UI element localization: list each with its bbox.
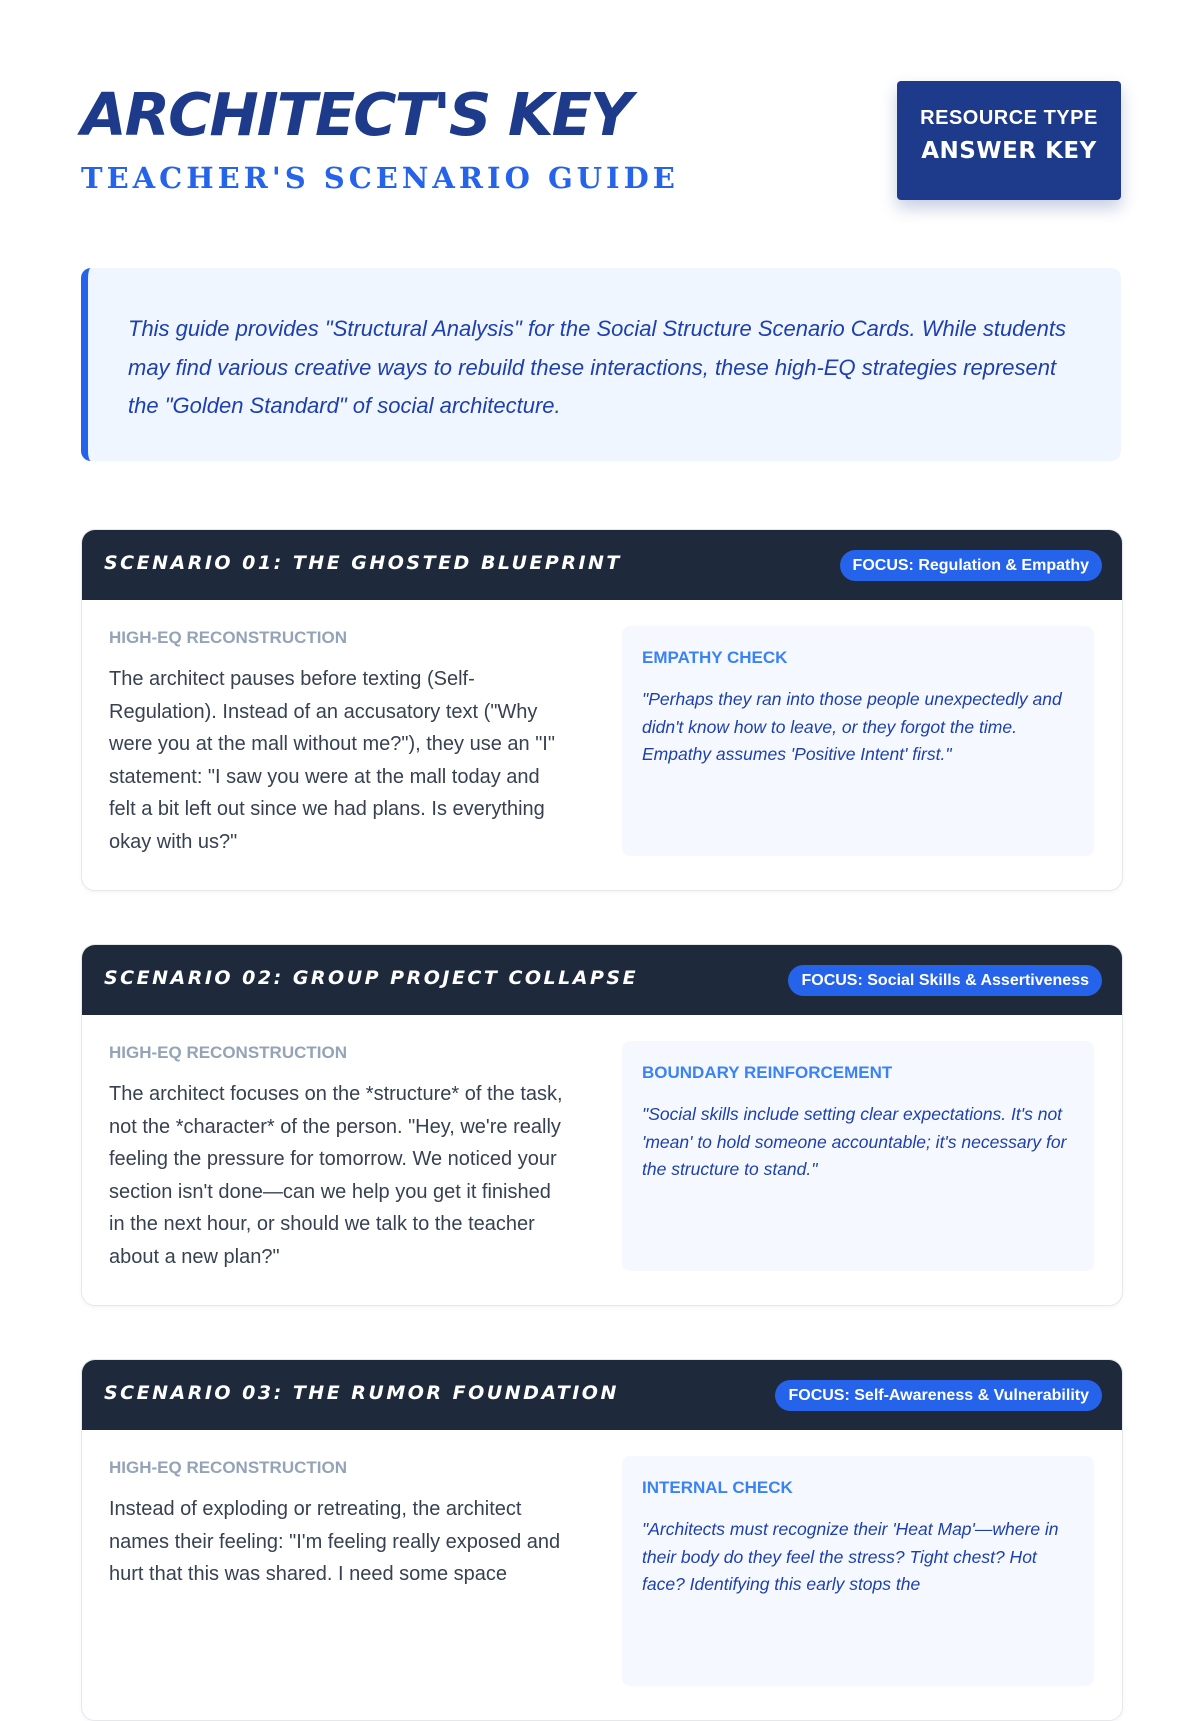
- check-text: "Perhaps they ran into those people unexpectedly and didn't know how to leave, or they forgot the time. Empathy assumes 'Positive Intent' first.": [642, 689, 1062, 764]
- scenario-header: [82, 945, 1122, 1015]
- answer-key-page: [81, 0, 1121, 1594]
- resource-type-box: [897, 81, 1121, 200]
- scenario-card: [81, 1359, 1123, 1721]
- check-text: "Architects must recognize their 'Heat Map'—where in their body do they feel the stress? Tight chest? Hot face? Identifying this early stops the: [642, 1519, 1059, 1594]
- check-text: "Social skills include setting clear expectations. It's not 'mean' to hold someone accountable; it's necessary for the structure to stand.": [642, 1104, 1067, 1179]
- scenario-title: SCENARIO 02: GROUP PROJECT COLLAPSE: [104, 967, 639, 989]
- section-label: HIGH-EQ RECONSTRUCTION: [109, 1043, 347, 1062]
- reconstruction-text: The architect focuses on the *structure* of the task, not the *character* of the person. "Hey, we're really feeling the pressure for tomorrow. We noticed your section isn't done—can we help you get it finished in the next hour, or should we talk to the teacher about a new plan?": [109, 1083, 563, 1268]
- focus-badge: FOCUS: Regulation & Empathy: [840, 550, 1102, 581]
- scenario-body: [82, 1430, 1122, 1720]
- scenario-title: SCENARIO 01: THE GHOSTED BLUEPRINT: [104, 552, 622, 574]
- reconstruction-text: Instead of exploding or retreating, the architect names their feeling: "I'm feeling really exposed and hurt that this was shared. I need some space: [109, 1498, 561, 1586]
- scenario-body: [82, 1015, 1122, 1305]
- scenario-card: [81, 944, 1123, 1306]
- check-label: INTERNAL CHECK: [642, 1478, 793, 1497]
- focus-badge: FOCUS: Self-Awareness & Vulnerability: [775, 1380, 1102, 1411]
- scenario-card: [81, 529, 1123, 891]
- reconstruction-text: The architect pauses before texting (Self-Regulation). Instead of an accusatory text ("Why were you at the mall without me?"), they use an "I" statement: "I saw you were at the mall today and felt a bit left out since we had plans. Is everything okay with us?": [109, 668, 555, 853]
- section-label: HIGH-EQ RECONSTRUCTION: [109, 1458, 347, 1477]
- intro-callout: [81, 268, 1121, 461]
- intro-text: This guide provides "Structural Analysis" for the Social Structure Scenario Cards. While students may find various creative ways to rebuild these interactions, these high-EQ strategies represent the "Golden Standard" of social architecture.: [128, 316, 1066, 418]
- resource-type-value: ANSWER KEY: [921, 138, 1097, 164]
- page-title: ARCHITECT'S KEY: [81, 80, 631, 149]
- scenario-header: [82, 1360, 1122, 1430]
- check-box: [622, 1041, 1094, 1271]
- check-label: EMPATHY CHECK: [642, 648, 788, 667]
- check-label: BOUNDARY REINFORCEMENT: [642, 1063, 893, 1082]
- focus-badge: FOCUS: Social Skills & Assertiveness: [788, 965, 1102, 996]
- page-subtitle: TEACHER'S SCENARIO GUIDE: [81, 161, 679, 195]
- scenario-title: SCENARIO 03: THE RUMOR FOUNDATION: [104, 1382, 619, 1404]
- check-box: [622, 626, 1094, 856]
- section-label: HIGH-EQ RECONSTRUCTION: [109, 628, 347, 647]
- check-box: [622, 1456, 1094, 1686]
- scenario-header: [82, 530, 1122, 600]
- resource-type-label: RESOURCE TYPE: [920, 107, 1098, 129]
- scenario-body: [82, 600, 1122, 890]
- page-header: [81, 0, 1121, 240]
